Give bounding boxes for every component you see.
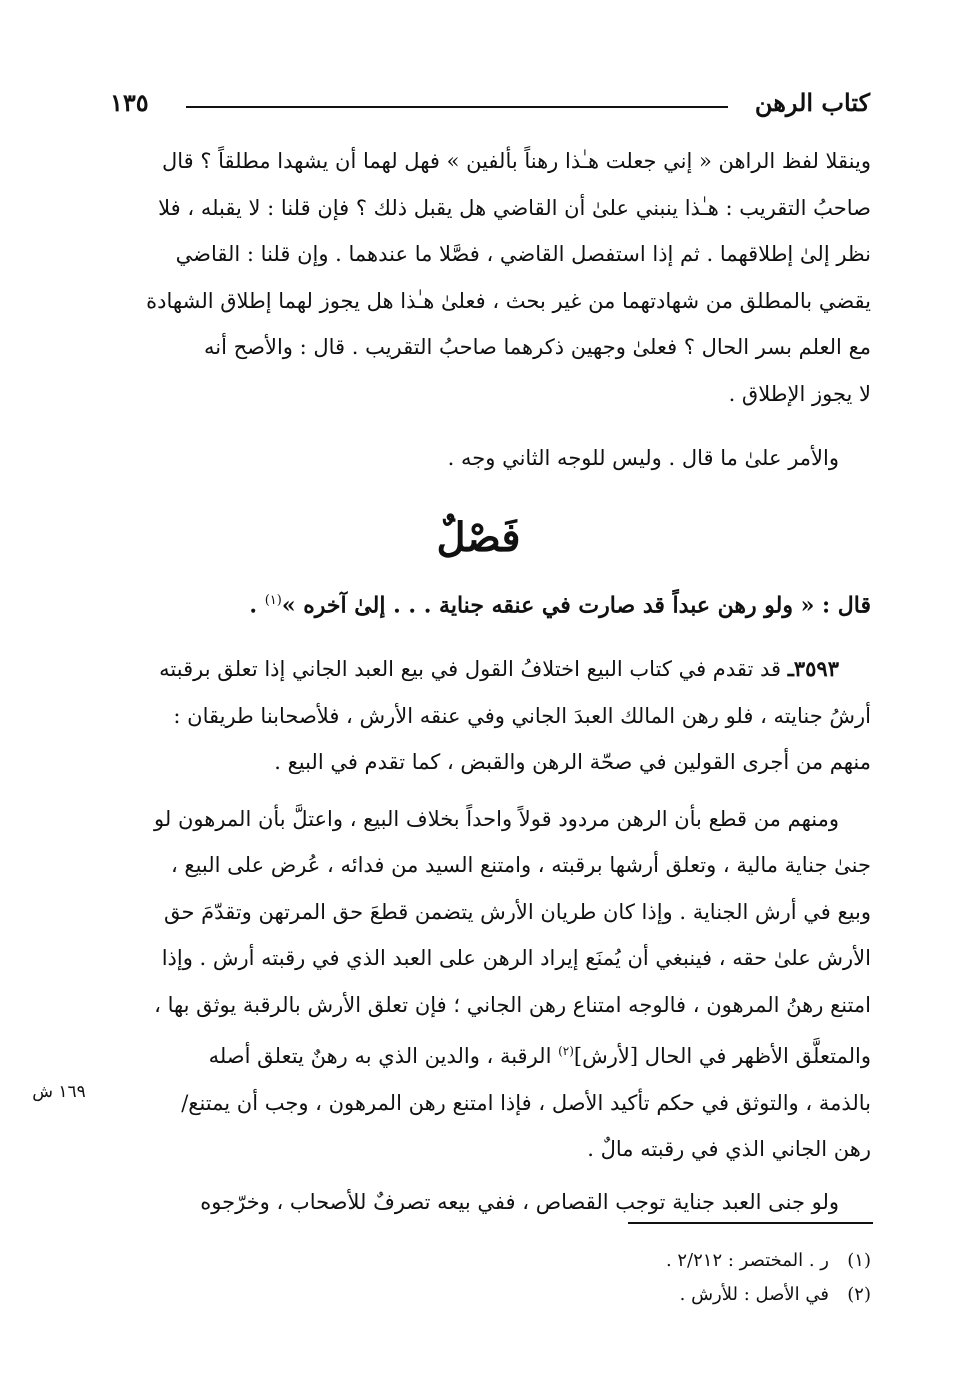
footnote-text: ر . المختصر : ٢/٢١٢ . [665, 1250, 829, 1271]
section-1 [96, 138, 871, 482]
page-header [110, 86, 870, 126]
text-line: أرشُ جنايته ، فلو رهن المالك العبدَ الجاني وفي عنقه الأرش ، فلأصحابنا طريقان : [173, 703, 871, 728]
page-number: ١٣٥ [110, 88, 149, 117]
main-body [96, 646, 871, 1225]
text-line: ولو جنى العبد جناية توجب القصاص ، ففي بيعه تصرفٌ للأصحاب ، وخرّجوه [200, 1189, 839, 1214]
text-line: وينقلا لفظ الراهن « إني جعلت هـٰذا رهناً بألفين » فهل لهما أن يشهدا مطلقاً ؟ قال [161, 149, 871, 173]
paragraph-text: قد تقدم في كتاب البيع اختلافُ القول في بيع العبد الجاني إذا تعلق برقبته [159, 657, 788, 681]
text-line: وبيع في أرش الجناية . وإذا كان طريان الأرش يتضمن قطعَ حق المرتهن وتقدّمَ حق [164, 899, 871, 924]
paragraph-1-line [96, 646, 871, 693]
footnote-2 [96, 1278, 871, 1312]
footnote-number: (١) [847, 1250, 871, 1271]
paragraph-number: ٣٥٩٣ـ [787, 656, 839, 681]
text-line: رهن الجاني الذي في رقبته مالٌ . [587, 1137, 871, 1161]
text-line: نظر إلىٰ إطلاقهما . ثم إذا استفصل القاضي ، فصَّلا ما عندهما . وإن قلنا : القاضي [175, 242, 871, 266]
qala-end: . [249, 592, 265, 619]
footnote-text: في الأصل : للأرش . [679, 1284, 829, 1305]
footnotes [96, 1244, 871, 1312]
qala-line [96, 578, 871, 628]
text-line: صاحبُ التقريب : هـٰذا ينبني علىٰ أن القاضي هل يقبل ذلك ؟ فإن قلنا : لا يقبله ، فلا [158, 195, 871, 220]
fasl-heading: فَصْلٌ [436, 514, 521, 561]
text-segment: والمتعلَّق الأظهر في الحال [لأرش] [573, 1044, 871, 1068]
text-line: ومنهم من قطع بأن الرهن مردود قولاً واحداً بخلاف البيع ، واعتلَّ بأن المرهون لو [154, 806, 839, 831]
text-line: امتنع رهنُ المرهون ، فالوجه امتناع رهن الجاني ؛ فإن تعلق الأرش بالرقبة يوثق بها ، [154, 992, 871, 1017]
text-line [96, 1028, 871, 1080]
footnote-ref: (٢) [558, 1044, 574, 1058]
closing-line: والأمر علىٰ ما قال . وليس للوجه الثاني وجه . [447, 446, 839, 470]
footnote-ref: (١) [264, 593, 282, 608]
header-rule [186, 106, 728, 108]
text-line: مع العلم بسر الحال ؟ فعلىٰ وجهين ذكرهما صاحبُ التقريب . قال : والأصح أنه [203, 335, 871, 359]
text-line: بالذمة ، والتوثق في حكم تأكيد الأصل ، فإذا امتنع رهن المرهون ، وجب أن يمتنع/ [181, 1090, 871, 1115]
footnote-number: (٢) [847, 1284, 871, 1305]
footnote-rule [628, 1222, 873, 1224]
text-line: الأرش علىٰ حقه ، فينبغي أن يُمنَع إيراد الرهن على العبد الذي في رقبته أرش . وإذا [161, 946, 871, 970]
text-line: لا يجوز الإطلاق . [728, 381, 871, 406]
text-line: جنىٰ جناية مالية ، وتعلق أرشها برقبته ، وامتنع السيد من فدائه ، عُرض على البيع ، [170, 853, 871, 877]
qala-text: قال : « ولو رهن عبداً قد صارت في عنقه جناية . . . إلىٰ آخره » [281, 592, 871, 619]
text-line: يقضي بالمطلق من شهادتهما من غير بحث ، فعلىٰ هـٰذا هل يجوز لهما إطلاق الشهادة [146, 288, 871, 313]
text-line: منهم من أجرى القولين في صحّة الرهن والقبض ، كما تقدم في البيع . [274, 750, 871, 774]
text-segment: الرقبة ، والدين الذي به رهنٌ يتعلق أصله [208, 1044, 559, 1068]
margin-note: ١٦٩ ش [32, 1082, 86, 1102]
footnote-1 [96, 1244, 871, 1278]
header-title: كتاب الرهن [754, 88, 870, 117]
